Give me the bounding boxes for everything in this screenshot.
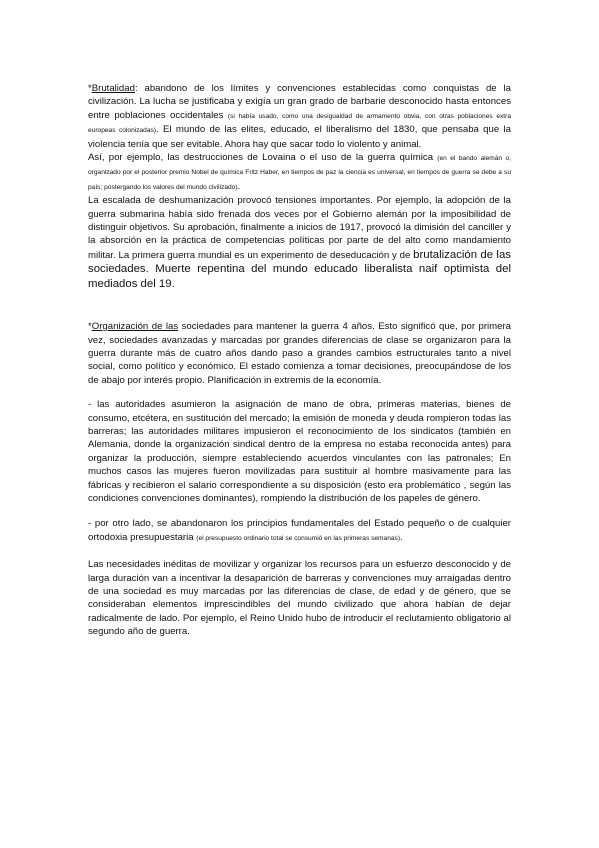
text: La escalada de deshumanización provocó tensiones importantes. Por ejemplo, la adopción de la guerra submarina había sido frenada dos veces por el Gobierno alemán por la imposibilidad de distinguir objetivos. Su aprobación, finalmente a inicios de 1917, provocó la dimisión del canciller y la absorción en la práctica de competencias políticas por parte de del alto como mandamiento militar. La primera guerra mundial es un experimento de deseducación y de <box>88 195 511 261</box>
footnote: (el presupuesto ordinario total se consumió en las primeras semanas) <box>196 534 401 542</box>
text: - por otro lado, se abandonaron los principios fundamentales del Estado pequeño o de cualquier ortodoxia presupuestaria <box>88 518 511 543</box>
spacer <box>88 291 511 320</box>
text: abandono de los límites y convenciones establecidas como conquistas de la civilización. La lucha se justificaba y exigía un gran grado de barbarie desconocido hasta entonces entre poblaciones occidentales <box>88 83 511 121</box>
footnote: (si había usado, como una desigualdad de armamento obvia, con otras poblaciones extra europeas colonizadas) <box>88 112 511 135</box>
section-brutalidad <box>88 82 511 151</box>
spacer <box>88 387 511 398</box>
text: . El mundo de las elites, educado, el liberalismo del 1830, que pensaba que la violencia tenía que ser evitable. Ahora hay que sacar todo lo violento y animal. <box>88 124 511 150</box>
spacer <box>88 505 511 517</box>
bullet: * <box>88 321 92 333</box>
text-large: brutalización de las sociedades. Muerte repentina del mundo educado liberalista naif optimista del mediados del 19. <box>88 248 511 290</box>
footnote: (en el bando alemán o, organizado por el posterior premio Nobel de química Fritz Haber, en tiempos de paz la ciencia es universal, en tiempos de guerra se debe a su país; postergando los valores del mundo civilizado) <box>88 155 511 191</box>
paragraph-necesidades: Las necesidades inéditas de movilizar y organizar los recursos para un esfuerzo desconocido y de larga duración van a incentivar la desaparición de barreras y convenciones muy arraigadas dentro de una sociedad es muy marcadas por las diferencias de clase, de edad y de género, que se consideraban elementos imprescindibles del mundo civilizado que ahora habían de dejar radicalmente de lado. Por ejemplo, el Reino Unido hubo de introducir el reclutamiento obligatorio al segundo año de guerra. <box>88 559 511 638</box>
text: . <box>400 531 403 543</box>
text: sociedades para mantener la guerra 4 años. Esto significó que, por primera vez, sociedades avanzadas y marcadas por grandes diferencias de clase se organizaron para la guerra durante más de cuatro años dando paso a grandes cambios estructurales tanto a nivel social, como político y económico. El estado comienza a tomar decisiones, preocupándose de los de abajo por interés propio. Planificación in extremis de la economía. <box>88 321 512 386</box>
term-organizacion: Organización de las <box>91 321 179 333</box>
paragraph-otro-lado <box>88 517 511 545</box>
section-organizacion <box>88 320 511 387</box>
paragraph-lovaina <box>88 151 511 194</box>
term-brutalidad: Brutalidad <box>91 83 135 94</box>
text: Así, por ejemplo, las destrucciones de Lovaina o el uso de la guerra química <box>88 152 438 164</box>
bullet: * <box>88 83 92 94</box>
spacer <box>88 545 511 558</box>
text: . <box>237 180 241 192</box>
paragraph-escalada <box>88 194 511 291</box>
text: : <box>134 83 138 94</box>
paragraph-autoridades: - las autoridades asumieron la asignación de mano de obra, primeras materias, bienes de consumo, etcétera, en sustitución del mercado; la emisión de moneda y deuda rompieron todas las barreras; las autoridades militares impusieron el reconocimiento de los sindicatos (también en Alemania, donde la organización sindical dentro de la empresa no estaba reconocida antes) para organizar la producción, siempre estableciendo acuerdos vinculantes con las patronales; En muchos casos las mujeres fueron movilizadas para sustituir al hombre masivamente para las fábricas y recibieron el salario correspondiente a su disposición (esto era problemático , según las condiciones convenciones dominantes), rompiendo la distribución de los papeles de género. <box>88 399 511 504</box>
